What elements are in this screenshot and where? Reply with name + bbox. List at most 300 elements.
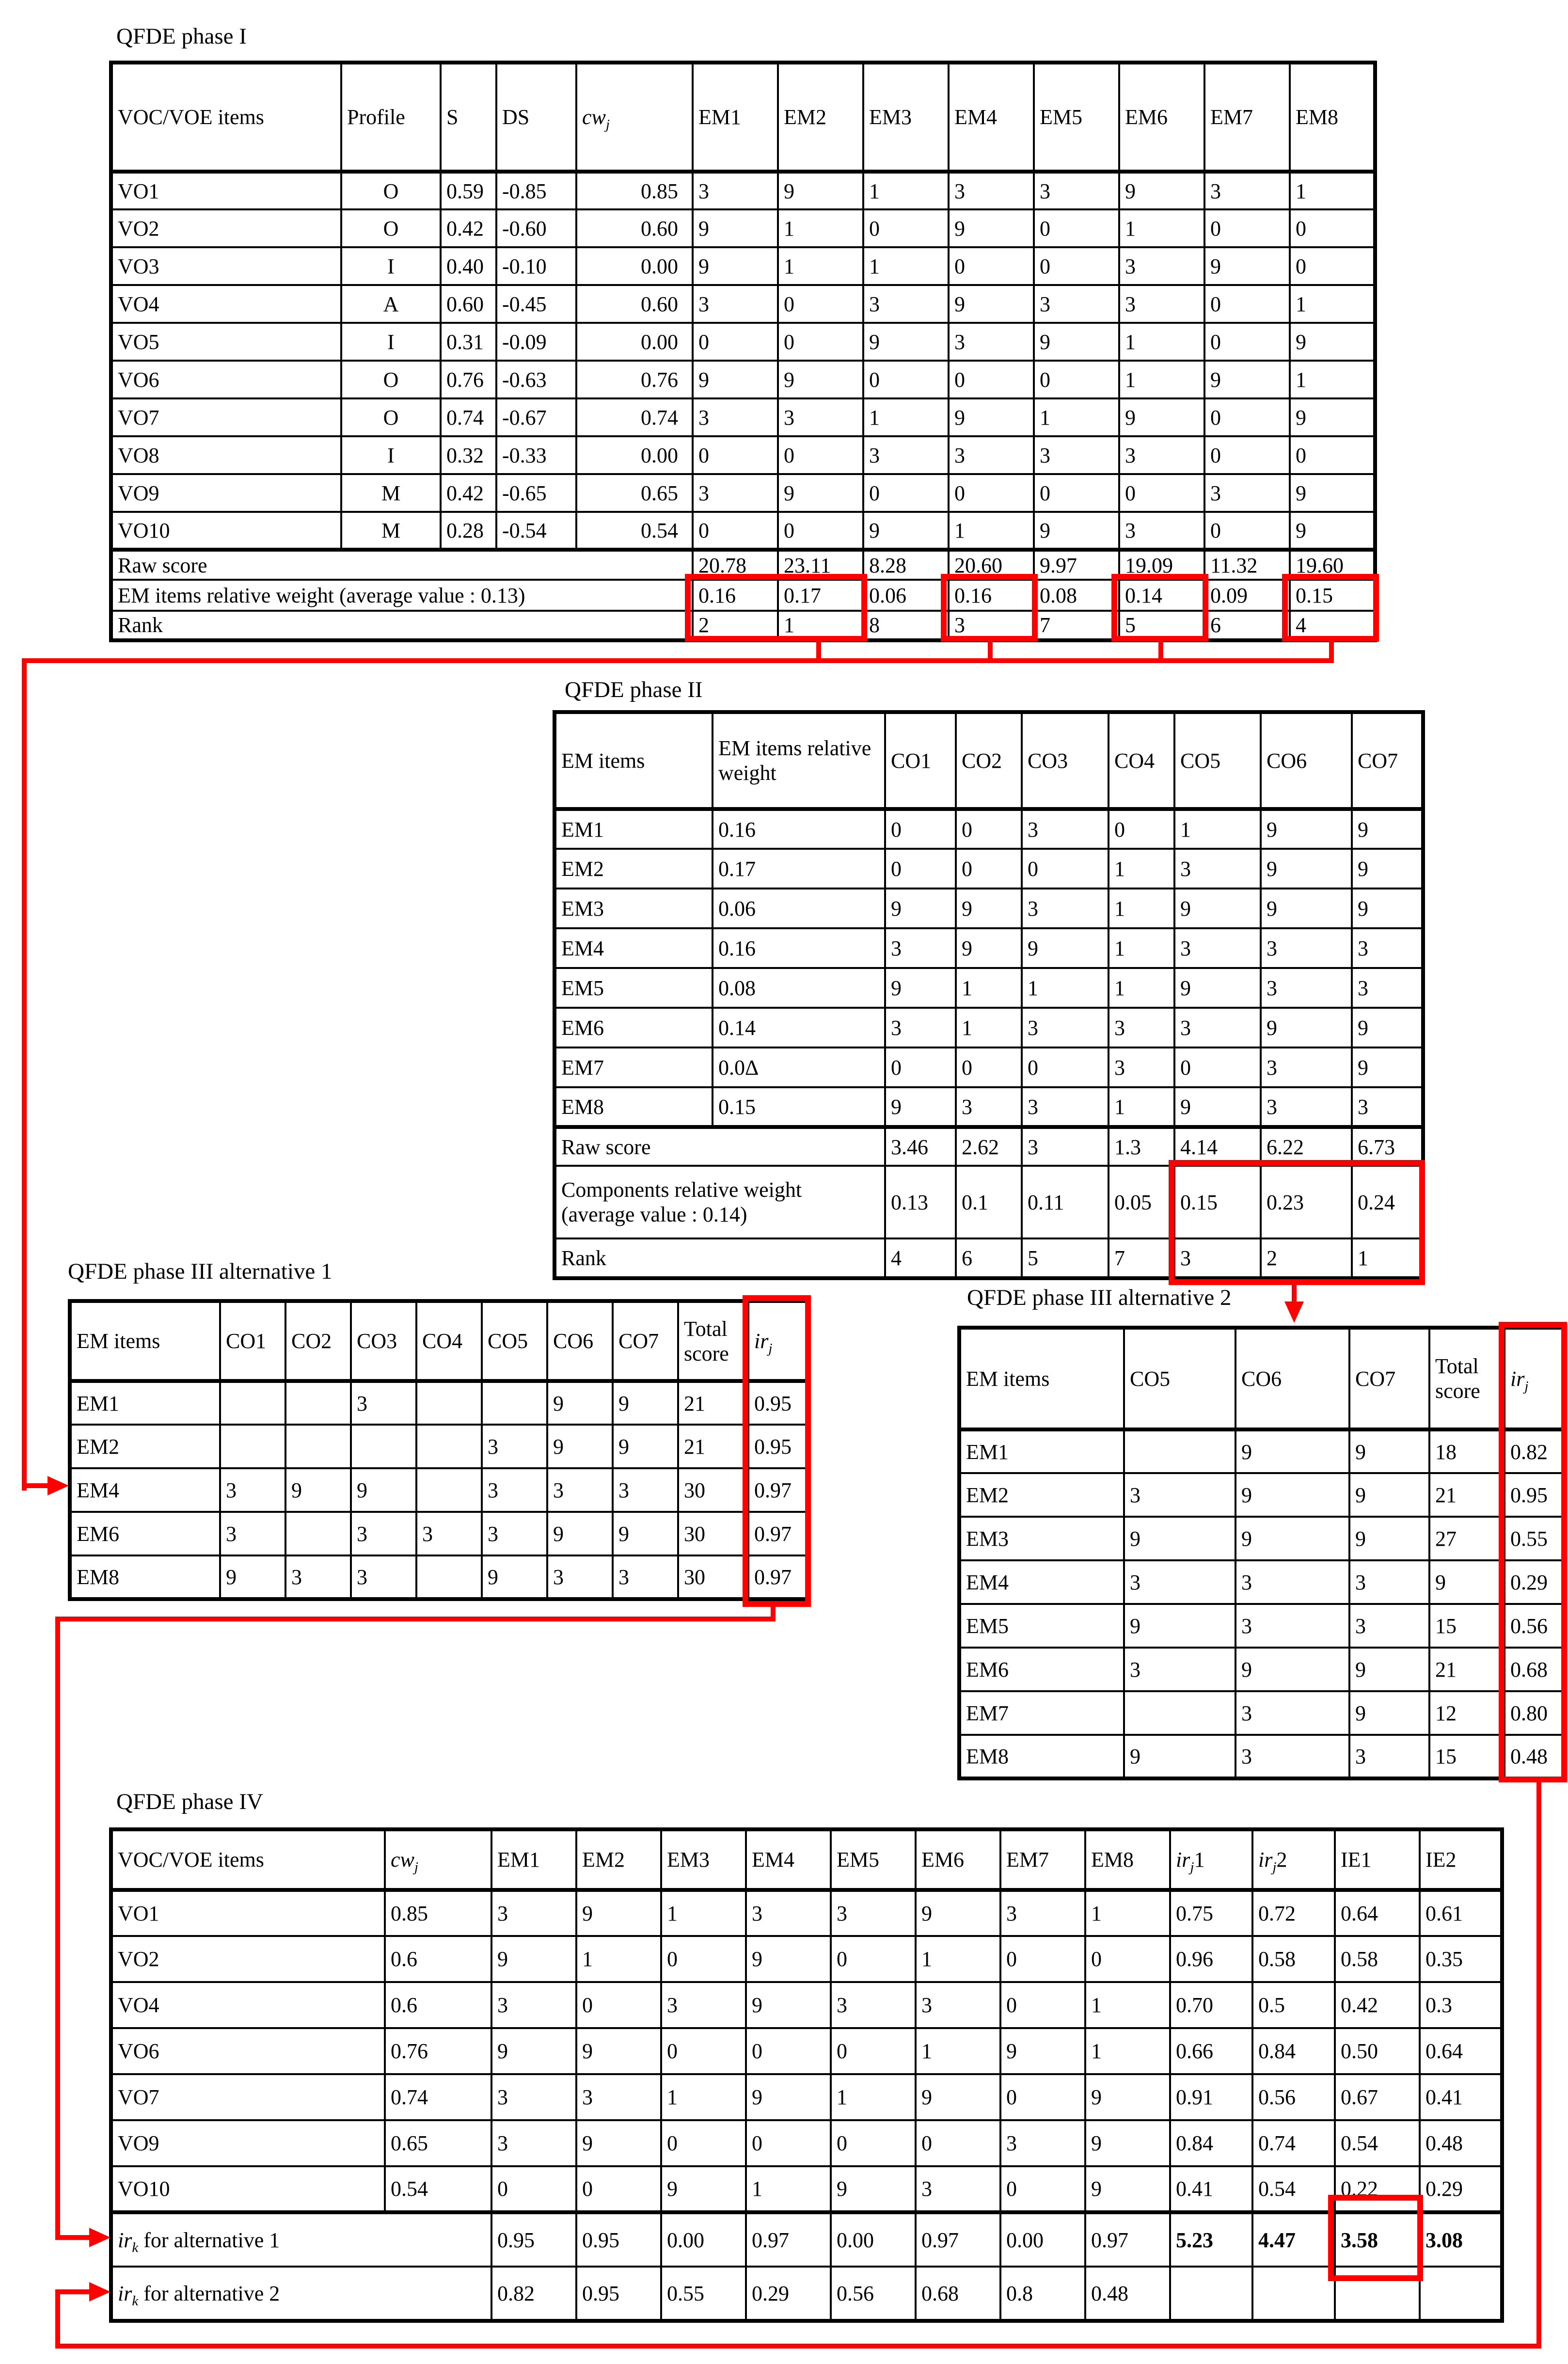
- header-cell: EM5: [831, 1829, 916, 1890]
- data-cell: 0.84: [1170, 2120, 1252, 2166]
- row-label: VO8: [111, 436, 341, 474]
- data-cell: 0.66: [1170, 2028, 1252, 2074]
- data-cell: 9: [916, 1890, 1000, 1936]
- data-cell: 3: [1235, 1691, 1349, 1735]
- row-label: VO7: [111, 2074, 385, 2120]
- data-cell: 9: [693, 247, 778, 285]
- data-cell: 0: [661, 1936, 746, 1982]
- phase2-title: QFDE phase II: [565, 677, 703, 702]
- data-cell: [1124, 1691, 1235, 1735]
- data-cell: 30: [678, 1555, 748, 1599]
- table-row: [554, 888, 1423, 928]
- alt1-highlight-irj: [743, 1295, 811, 1607]
- data-cell: 3: [1174, 1238, 1261, 1278]
- data-cell: [1420, 2267, 1502, 2321]
- data-cell: I: [341, 436, 441, 474]
- data-cell: 11.32: [1204, 550, 1290, 580]
- data-cell: -0.85: [496, 172, 576, 209]
- phase2-highlight-co5-co7: [1169, 1160, 1425, 1285]
- header-cell: EM items: [554, 712, 713, 809]
- data-cell: 3: [778, 398, 863, 436]
- table-row: [111, 398, 1375, 436]
- data-cell: 30: [678, 1468, 748, 1512]
- data-cell: [416, 1381, 482, 1425]
- data-cell: 0: [576, 2166, 661, 2212]
- row-label: EM6: [959, 1648, 1124, 1691]
- header-cell: CO6: [1261, 712, 1352, 809]
- data-cell: 3: [351, 1555, 416, 1599]
- data-cell: 0.64: [1420, 2028, 1502, 2074]
- data-cell: 0.60: [576, 285, 693, 323]
- data-cell: 0: [1204, 285, 1290, 323]
- row-label: EM2: [959, 1473, 1124, 1517]
- data-cell: 3: [1022, 809, 1109, 849]
- data-cell: -0.63: [496, 361, 576, 398]
- data-cell: 9: [1349, 1648, 1429, 1691]
- data-cell: 3: [885, 928, 956, 968]
- data-cell: 9: [1174, 1087, 1261, 1127]
- table-row: [111, 436, 1375, 474]
- data-cell: 0: [949, 361, 1034, 398]
- data-cell: 9: [1022, 928, 1109, 968]
- data-cell: 3: [661, 1982, 746, 2028]
- data-cell: 0.82: [491, 2267, 576, 2321]
- data-cell: 3: [693, 285, 778, 323]
- data-cell: 21: [678, 1381, 748, 1425]
- table-row: [554, 928, 1423, 968]
- data-cell: [1252, 2267, 1335, 2321]
- data-cell: 1: [1085, 1982, 1170, 2028]
- data-cell: 15: [1429, 1604, 1505, 1648]
- data-cell: 9: [1124, 1604, 1235, 1648]
- row-label: EM4: [70, 1468, 220, 1512]
- header-cell: $ir_j$: [748, 1301, 809, 1381]
- data-cell: 0: [1000, 1936, 1085, 1982]
- data-cell: 0.17: [713, 849, 885, 888]
- data-cell: I: [341, 323, 441, 361]
- data-cell: 12: [1429, 1691, 1505, 1735]
- data-cell: 9: [1261, 1008, 1352, 1047]
- data-cell: 3: [1204, 172, 1290, 209]
- data-cell: 9: [1124, 1517, 1235, 1560]
- alt2-connector-vline-right: [1536, 1779, 1541, 2348]
- data-cell: 1: [1085, 1890, 1170, 1936]
- header-cell: EM3: [661, 1829, 746, 1890]
- data-cell: 0.16: [713, 809, 885, 849]
- data-cell: 0.91: [1170, 2074, 1252, 2120]
- data-cell: 1: [1290, 361, 1375, 398]
- data-cell: 0.95: [491, 2212, 576, 2267]
- table-row: [70, 1512, 809, 1555]
- data-cell: 0.74: [576, 398, 693, 436]
- data-cell: 3: [949, 172, 1034, 209]
- data-cell: 9: [1174, 968, 1261, 1008]
- summary-label: Raw score: [554, 1127, 885, 1166]
- data-cell: 0.95: [748, 1425, 809, 1468]
- data-cell: 0: [778, 512, 863, 550]
- table-row: [70, 1555, 809, 1599]
- data-cell: 3: [693, 474, 778, 512]
- data-cell: 9: [1429, 1560, 1505, 1604]
- header-cell: CO5: [1174, 712, 1261, 809]
- table-row: [111, 361, 1375, 398]
- data-cell: -0.10: [496, 247, 576, 285]
- data-cell: 3: [1352, 1087, 1423, 1127]
- data-cell: 9: [746, 1936, 831, 1982]
- table-row: [554, 968, 1423, 1008]
- row-label: EM8: [959, 1735, 1124, 1778]
- data-cell: 0: [1290, 247, 1375, 285]
- data-cell: 0.08: [713, 968, 885, 1008]
- table-row: [111, 512, 1375, 550]
- phase1-connector-hline: [22, 658, 1334, 663]
- data-cell: 0: [831, 2028, 916, 2074]
- data-cell: 0.54: [576, 512, 693, 550]
- arrow-right-icon-to-alt1: [48, 1476, 69, 1495]
- data-cell: 0.68: [916, 2267, 1000, 2321]
- alt1-connector-shaft: [55, 2235, 90, 2240]
- data-cell: 0.70: [1170, 1982, 1252, 2028]
- data-cell: 3: [482, 1512, 547, 1555]
- header-cell: Total score: [1429, 1328, 1505, 1429]
- data-cell: 0.29: [1505, 1560, 1565, 1604]
- data-cell: 0.97: [746, 2212, 831, 2267]
- data-cell: 1: [956, 968, 1022, 1008]
- alt2-connector-vline-left: [55, 2289, 60, 2348]
- row-label: EM6: [554, 1008, 713, 1047]
- data-cell: [285, 1512, 351, 1555]
- data-cell: 3: [1349, 1735, 1429, 1778]
- data-cell: 0.65: [576, 474, 693, 512]
- table-row: [959, 1517, 1565, 1560]
- header-cell: EM2: [778, 63, 863, 172]
- row-label: VO7: [111, 398, 341, 436]
- row-label: VO4: [111, 285, 341, 323]
- data-cell: 6: [956, 1238, 1022, 1278]
- data-cell: I: [341, 247, 441, 285]
- data-cell: 0: [1000, 1982, 1085, 2028]
- data-cell: 0.40: [441, 247, 496, 285]
- data-cell: 2: [1261, 1238, 1352, 1278]
- data-cell: 3: [1119, 436, 1204, 474]
- data-cell: 1: [1352, 1238, 1423, 1278]
- data-cell: 9: [1261, 888, 1352, 928]
- row-label: VO10: [111, 2166, 385, 2212]
- data-cell: 3: [416, 1512, 482, 1555]
- data-cell: 3: [1261, 928, 1352, 968]
- data-cell: 0.29: [1420, 2166, 1502, 2212]
- data-cell: O: [341, 361, 441, 398]
- data-cell: 0: [491, 2166, 576, 2212]
- data-cell: 9: [1352, 1008, 1423, 1047]
- data-cell: 9: [1290, 512, 1375, 550]
- data-cell: 1: [1119, 323, 1204, 361]
- data-cell: 1: [1109, 849, 1174, 888]
- data-cell: 0.95: [748, 1381, 809, 1425]
- data-cell: 1: [916, 1936, 1000, 1982]
- data-cell: 1: [863, 247, 949, 285]
- header-cell: EM4: [949, 63, 1034, 172]
- data-cell: M: [341, 512, 441, 550]
- row-label: EM7: [959, 1691, 1124, 1735]
- row-label: EM4: [554, 928, 713, 968]
- data-cell: 9: [1261, 849, 1352, 888]
- data-cell: 3: [613, 1468, 678, 1512]
- data-cell: 3: [1034, 436, 1119, 474]
- data-cell: 0: [746, 2028, 831, 2074]
- data-cell: 3: [831, 1890, 916, 1936]
- data-cell: 0: [1034, 209, 1119, 247]
- table-row: [111, 2028, 1502, 2074]
- data-cell: 9: [1349, 1473, 1429, 1517]
- data-cell: 3: [351, 1381, 416, 1425]
- row-label: VO4: [111, 1982, 385, 2028]
- row-label: VO2: [111, 1936, 385, 1982]
- data-cell: 9: [613, 1425, 678, 1468]
- data-cell: 0.14: [1119, 580, 1204, 611]
- data-cell: [285, 1381, 351, 1425]
- header-cell: CO7: [613, 1301, 678, 1381]
- row-label: EM7: [554, 1047, 713, 1087]
- data-cell: 9: [576, 2120, 661, 2166]
- data-cell: 21: [1429, 1473, 1505, 1517]
- data-cell: 3: [1022, 888, 1109, 928]
- data-cell: 3: [1174, 928, 1261, 968]
- data-cell: 0.42: [441, 209, 496, 247]
- header-cell: CO6: [1235, 1328, 1349, 1429]
- arrow-right-icon-to-irk1: [89, 2228, 111, 2247]
- data-cell: 3: [1119, 512, 1204, 550]
- alt2-title: QFDE phase III alternative 2: [967, 1285, 1232, 1310]
- data-cell: 21: [1429, 1648, 1505, 1691]
- data-cell: 9: [1352, 809, 1423, 849]
- data-cell: 3: [1235, 1560, 1349, 1604]
- data-cell: 0.00: [576, 247, 693, 285]
- data-cell: 0.15: [1290, 580, 1375, 611]
- data-cell: 3: [1235, 1604, 1349, 1648]
- data-cell: 2.62: [956, 1127, 1022, 1166]
- row-label: EM2: [554, 849, 713, 888]
- arrow-down-icon-to-alt2: [1284, 1301, 1304, 1323]
- data-cell: 3: [1174, 1008, 1261, 1047]
- data-cell: 9: [1290, 323, 1375, 361]
- table-row: [111, 2166, 1502, 2212]
- data-cell: 0: [1204, 398, 1290, 436]
- alt2-connector-hline-bottom: [55, 2344, 1541, 2348]
- data-cell: 6.73: [1352, 1127, 1423, 1166]
- data-cell: 0.56: [831, 2267, 916, 2321]
- data-cell: 0.8: [1000, 2267, 1085, 2321]
- header-cell: EM6: [1119, 63, 1204, 172]
- data-cell: 1: [576, 1936, 661, 1982]
- data-cell: -0.45: [496, 285, 576, 323]
- data-cell: 9: [1119, 172, 1204, 209]
- data-cell: 9: [1000, 2028, 1085, 2074]
- data-cell: 3: [916, 2166, 1000, 2212]
- alt1-table: [68, 1299, 811, 1601]
- phase1-table: [109, 61, 1377, 642]
- data-cell: 9: [746, 2074, 831, 2120]
- data-cell: -0.60: [496, 209, 576, 247]
- data-cell: 0.0Δ: [713, 1047, 885, 1087]
- data-cell: 0: [1119, 474, 1204, 512]
- data-cell: 0: [885, 849, 956, 888]
- data-cell: 9: [949, 209, 1034, 247]
- data-cell: 9: [778, 361, 863, 398]
- data-cell: 1: [1290, 285, 1375, 323]
- data-cell: 0.22: [1335, 2166, 1420, 2212]
- data-cell: 0.55: [1505, 1517, 1565, 1560]
- data-cell: 1: [1085, 2028, 1170, 2074]
- data-cell: 0: [1204, 209, 1290, 247]
- data-cell: 1: [1022, 968, 1109, 1008]
- data-cell: O: [341, 209, 441, 247]
- data-cell: 0.28: [441, 512, 496, 550]
- data-cell: 0.97: [748, 1468, 809, 1512]
- data-cell: 0.11: [1022, 1166, 1109, 1238]
- data-cell: 3: [613, 1555, 678, 1599]
- data-cell: 3: [1119, 285, 1204, 323]
- data-cell: -0.65: [496, 474, 576, 512]
- data-cell: 0.58: [1335, 1936, 1420, 1982]
- table-row: [554, 1047, 1423, 1087]
- data-cell: 3: [1034, 172, 1119, 209]
- data-cell: 9: [693, 361, 778, 398]
- data-cell: 0: [1085, 1936, 1170, 1982]
- data-cell: 0.23: [1261, 1166, 1352, 1238]
- summary-row: [111, 2212, 1502, 2267]
- data-cell: 9: [351, 1468, 416, 1512]
- data-cell: 3: [1352, 928, 1423, 968]
- data-cell: 2: [693, 611, 778, 640]
- table-row: [959, 1473, 1565, 1517]
- data-cell: 0: [1109, 809, 1174, 849]
- data-cell: 0: [956, 809, 1022, 849]
- data-cell: 0.65: [385, 2120, 491, 2166]
- data-cell: 0.16: [693, 580, 778, 611]
- data-cell: 4: [1290, 611, 1375, 640]
- data-cell: 0: [746, 2120, 831, 2166]
- data-cell: 0: [956, 1047, 1022, 1087]
- table-row: [111, 285, 1375, 323]
- data-cell: 0: [661, 2028, 746, 2074]
- data-cell: 3: [949, 436, 1034, 474]
- data-cell: 0.00: [831, 2212, 916, 2267]
- data-cell: 0: [956, 849, 1022, 888]
- data-cell: 3: [1000, 2120, 1085, 2166]
- data-cell: 8: [863, 611, 949, 640]
- table-row: [70, 1381, 809, 1425]
- data-cell: 3: [220, 1468, 285, 1512]
- header-cell: CO7: [1352, 712, 1423, 809]
- row-label: EM1: [554, 809, 713, 849]
- phase1-title: QFDE phase I: [116, 24, 247, 49]
- data-cell: 0.56: [1505, 1604, 1565, 1648]
- data-cell: [482, 1381, 547, 1425]
- data-cell: 3: [285, 1555, 351, 1599]
- summary-label: Components relative weight (average value : 0.14): [554, 1166, 885, 1238]
- data-cell: 0: [1022, 849, 1109, 888]
- data-cell: 3: [1124, 1473, 1235, 1517]
- header-cell: VOC/VOE items: [111, 1829, 385, 1890]
- data-cell: 0: [949, 247, 1034, 285]
- data-cell: 9: [220, 1555, 285, 1599]
- row-label: EM1: [959, 1429, 1124, 1473]
- data-cell: 19.60: [1290, 550, 1375, 580]
- data-cell: 9: [482, 1555, 547, 1599]
- data-cell: 9: [1349, 1429, 1429, 1473]
- data-cell: 0.68: [1505, 1648, 1565, 1691]
- data-cell: 0.42: [1335, 1982, 1420, 2028]
- data-cell: 9: [491, 2028, 576, 2074]
- data-cell: 3: [1124, 1648, 1235, 1691]
- table-row: [554, 1008, 1423, 1047]
- data-cell: 1: [1109, 928, 1174, 968]
- data-cell: 0: [885, 1047, 956, 1087]
- table-row: [70, 1468, 809, 1512]
- data-cell: 0: [1034, 361, 1119, 398]
- header-cell: S: [441, 63, 496, 172]
- data-cell: 9: [1034, 512, 1119, 550]
- row-label: VO9: [111, 474, 341, 512]
- data-cell: 3: [491, 2074, 576, 2120]
- phase1-highlight-em8: [1282, 574, 1379, 642]
- data-cell: 0.29: [746, 2267, 831, 2321]
- data-cell: 0.97: [916, 2212, 1000, 2267]
- table-row: [111, 323, 1375, 361]
- data-cell: 0.42: [441, 474, 496, 512]
- data-cell: 0.09: [1204, 580, 1290, 611]
- data-cell: 0: [576, 1982, 661, 2028]
- table-row: [111, 247, 1375, 285]
- data-cell: 0.48: [1505, 1735, 1565, 1778]
- data-cell: 0.76: [441, 361, 496, 398]
- data-cell: 9: [1290, 398, 1375, 436]
- data-cell: 0.06: [863, 580, 949, 611]
- data-cell: -0.33: [496, 436, 576, 474]
- data-cell: 19.09: [1119, 550, 1204, 580]
- data-cell: 0: [661, 2120, 746, 2166]
- data-cell: 0: [1034, 247, 1119, 285]
- data-cell: 3: [1261, 1047, 1352, 1087]
- header-cell: CO2: [956, 712, 1022, 809]
- data-cell: 9: [863, 512, 949, 550]
- data-cell: 3.46: [885, 1127, 956, 1166]
- table-row: [111, 474, 1375, 512]
- data-cell: [285, 1425, 351, 1468]
- data-cell: O: [341, 172, 441, 209]
- data-cell: 3.58: [1335, 2212, 1420, 2267]
- data-cell: 0: [1034, 474, 1119, 512]
- header-cell: IE2: [1420, 1829, 1502, 1890]
- row-label: VO10: [111, 512, 341, 550]
- header-cell: $ir_j$: [1505, 1328, 1565, 1429]
- header-cell: Total score: [678, 1301, 748, 1381]
- data-cell: 9: [885, 968, 956, 1008]
- data-cell: 3: [1022, 1008, 1109, 1047]
- header-cell: CO1: [220, 1301, 285, 1381]
- data-cell: 0: [1290, 209, 1375, 247]
- alt2-table: [957, 1326, 1567, 1780]
- data-cell: 9: [1349, 1517, 1429, 1560]
- data-cell: 0: [1174, 1047, 1261, 1087]
- summary-label: Raw score: [111, 550, 693, 580]
- data-cell: 0: [831, 1936, 916, 1982]
- data-cell: 9: [613, 1512, 678, 1555]
- data-cell: 9: [949, 285, 1034, 323]
- data-cell: 3: [1034, 285, 1119, 323]
- summary-label: $ir_k$ for alternative 2: [111, 2267, 491, 2321]
